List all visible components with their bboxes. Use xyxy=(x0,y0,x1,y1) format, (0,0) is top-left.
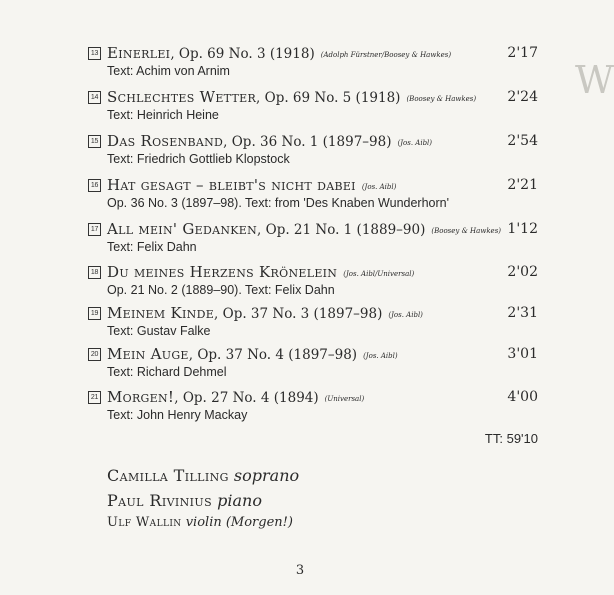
song-title: Schlechtes Wetter xyxy=(107,88,257,106)
performer-soprano xyxy=(107,466,299,485)
song-title: Morgen! xyxy=(107,388,175,406)
text-credit: Op. 36 No. 3 (1897–98). Text: from 'Des Knaben Wunderhorn' xyxy=(107,196,450,210)
publisher: (Boosey & Hawkes) xyxy=(431,227,502,235)
text-credit: Text: Felix Dahn xyxy=(107,240,197,254)
track-number: 17 xyxy=(88,223,101,236)
duration: 2'02 xyxy=(507,264,538,280)
song-title: Meinem Kinde xyxy=(107,304,215,322)
track-number: 14 xyxy=(88,91,101,104)
opus-info: , Op. 36 No. 1 (1897–98) xyxy=(223,134,392,150)
publisher: (Jos. Aibl/Universal) xyxy=(343,270,415,278)
publisher: (Jos. Aibl) xyxy=(397,139,433,147)
text-credit: Text: Richard Dehmel xyxy=(107,365,227,379)
duration: 2'54 xyxy=(507,133,538,149)
duration: 2'17 xyxy=(507,45,538,61)
total-time: TT: 59'10 xyxy=(484,431,538,446)
performer-role: piano xyxy=(217,491,262,510)
opus-info: , Op. 37 No. 3 (1897–98) xyxy=(214,306,383,322)
publisher: (Adolph Fürstner/Boosey & Hawkes) xyxy=(320,51,452,59)
song-title: All mein' Gedanken xyxy=(107,220,258,238)
duration: 3'01 xyxy=(507,346,538,362)
performer-violin xyxy=(107,515,293,530)
duration: 1'12 xyxy=(507,221,538,237)
opus-info: , Op. 27 No. 4 (1894) xyxy=(174,390,319,406)
text-credit: Text: John Henry Mackay xyxy=(107,408,248,422)
performer-name: Camilla Tilling xyxy=(107,466,229,485)
duration: 2'31 xyxy=(507,305,538,321)
page-edge-mark: W xyxy=(574,58,614,102)
track-number: 20 xyxy=(88,348,101,361)
opus-info: , Op. 37 No. 4 (1897–98) xyxy=(188,347,358,363)
text-credit: Op. 21 No. 2 (1889–90). Text: Felix Dahn xyxy=(107,283,335,297)
publisher: (Jos. Aibl) xyxy=(388,311,423,319)
performer-piano xyxy=(107,491,262,510)
track-number: 18 xyxy=(88,266,101,279)
song-title: Du meines Herzens Krönelein xyxy=(107,263,338,281)
opus-info: , Op. 69 No. 5 (1918) xyxy=(256,90,401,106)
performer-name: Paul Rivinius xyxy=(107,491,213,510)
text-credit: Text: Achim von Arnim xyxy=(107,64,230,78)
song-title: Hat gesagt – bleibt's nicht dabei xyxy=(107,176,356,194)
text-credit: Text: Heinrich Heine xyxy=(107,108,219,122)
opus-info: , Op. 21 No. 1 (1889–90) xyxy=(257,222,426,238)
publisher: (Universal) xyxy=(324,395,365,403)
track-number: 21 xyxy=(88,391,101,404)
duration: 2'24 xyxy=(507,89,538,105)
song-title: Einerlei xyxy=(107,44,171,62)
publisher: (Jos. Aibl) xyxy=(361,183,397,191)
performer-name: Ulf Wallin xyxy=(107,515,182,530)
performer-role: violin (Morgen!) xyxy=(185,515,293,530)
duration: 4'00 xyxy=(507,389,538,405)
track-number: 16 xyxy=(88,179,101,192)
text-credit: Text: Friedrich Gottlieb Klopstock xyxy=(107,152,290,166)
song-title: Mein Auge xyxy=(107,345,189,363)
opus-info: , Op. 69 No. 3 (1918) xyxy=(170,46,315,62)
duration: 2'21 xyxy=(507,177,538,193)
text-credit: Text: Gustav Falke xyxy=(107,324,211,338)
track-number: 19 xyxy=(88,307,101,320)
performer-role: soprano xyxy=(233,466,300,485)
track-number: 15 xyxy=(88,135,101,148)
publisher: (Jos. Aibl) xyxy=(363,352,398,360)
publisher: (Boosey & Hawkes) xyxy=(406,95,477,103)
track-number: 13 xyxy=(88,47,101,60)
song-title: Das Rosenband xyxy=(107,132,224,150)
page-number: 3 xyxy=(295,563,305,578)
